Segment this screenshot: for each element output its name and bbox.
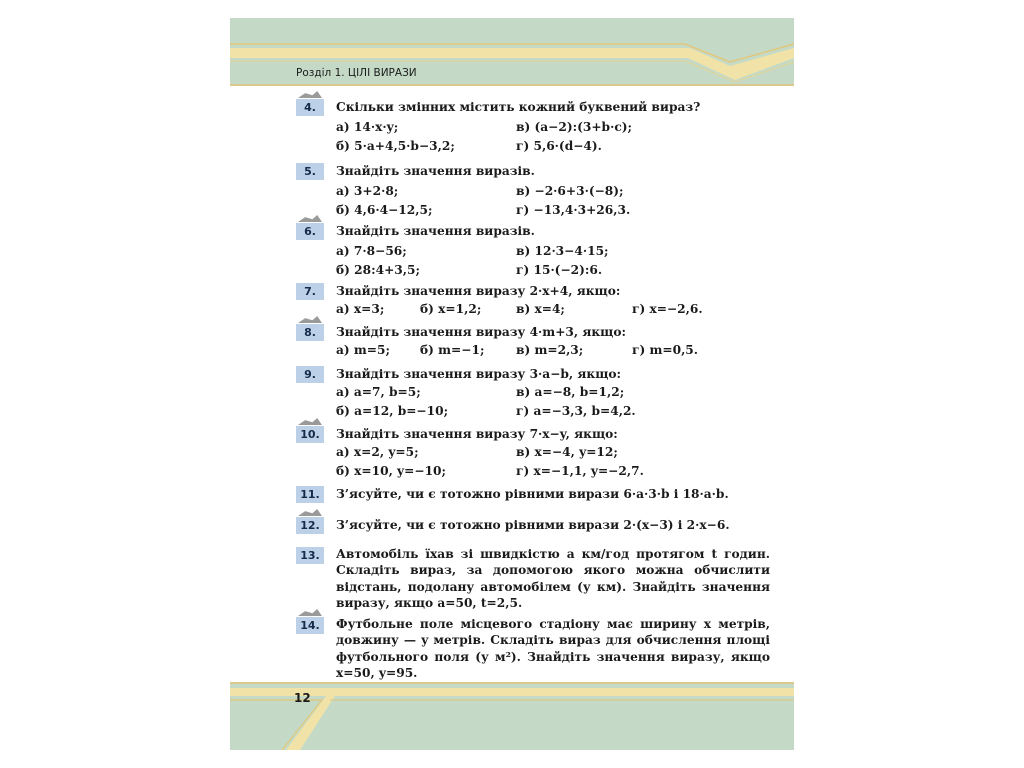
task-option: а) x=2, y=5; — [336, 445, 419, 459]
task-option: б) x=10, y=−10; — [336, 464, 447, 478]
task-option: в) x=−4, y=12; — [516, 445, 618, 459]
task-option: в) m=2,3; — [516, 343, 584, 357]
task-question: З’ясуйте, чи є тотожно рівними вирази 2·(x−3) і 2·x−6. — [336, 518, 730, 532]
task-option: б) 28:4+3,5; — [336, 263, 420, 277]
task-option: б) 4,6·4−12,5; — [336, 203, 433, 217]
task-option: в) x=4; — [516, 302, 565, 316]
difficulty-roof-icon — [298, 215, 322, 222]
task-option: г) x=−1,1, y=−2,7. — [516, 464, 644, 478]
task-number: 13. — [296, 547, 324, 564]
task-question: Знайдіть значення виразу 4·m+3, якщо: — [336, 325, 626, 339]
task-number: 11. — [296, 486, 324, 503]
task-option: в) 12·3−4·15; — [516, 244, 609, 258]
task-question: Знайдіть значення виразу 3·a−b, якщо: — [336, 367, 622, 381]
task-option: г) −13,4·3+26,3. — [516, 203, 631, 217]
task-question: З’ясуйте, чи є тотожно рівними вирази 6·a·3·b і 18·a·b. — [336, 487, 729, 501]
task-option: г) a=−3,3, b=4,2. — [516, 404, 636, 418]
task-option: б) m=−1; — [420, 343, 485, 357]
task-question: Знайдіть значення виразів. — [336, 164, 535, 178]
task-number: 4. — [296, 99, 324, 116]
task-question: Знайдіть значення виразу 7·x−y, якщо: — [336, 427, 618, 441]
task-option: г) x=−2,6. — [632, 302, 703, 316]
task-number: 14. — [296, 617, 324, 634]
task-number: 9. — [296, 366, 324, 383]
task-question: Автомобіль їхав зі швидкістю a км/год протягом t годин. Складіть вираз, за допомогою якого можна обчислити відстань, подолану автомобілем (у км). Знайдіть значення виразу, якщо a=50, t=2,5. — [336, 547, 770, 611]
task-option: а) a=7, b=5; — [336, 385, 421, 399]
task-question: Футбольне поле місцевого стадіону має ширину x метрів, довжину — y метрів. Складіть вираз для обчислення площі футбольного поля (у м²). Знайдіть значення виразу, якщо x=50, y=95. — [336, 617, 770, 681]
footer-stripes — [230, 682, 794, 750]
task-option: б) x=1,2; — [420, 302, 482, 316]
task-option: г) 5,6·(d−4). — [516, 139, 602, 153]
task-question: Скільки змінних містить кожний буквений вираз? — [336, 100, 701, 114]
difficulty-roof-icon — [298, 609, 322, 616]
task-option: в) a=−8, b=1,2; — [516, 385, 625, 399]
task-number: 7. — [296, 283, 324, 300]
task-question: Знайдіть значення виразу 2·x+4, якщо: — [336, 284, 621, 298]
task-number: 5. — [296, 163, 324, 180]
task-option: в) (a−2):(3+b·c); — [516, 120, 633, 134]
task-option: а) 7·8−56; — [336, 244, 407, 258]
task-option: б) 5·a+4,5·b−3,2; — [336, 139, 455, 153]
task-option: а) 3+2·8; — [336, 184, 399, 198]
task-option: а) 14·x·y; — [336, 120, 399, 134]
difficulty-roof-icon — [298, 509, 322, 516]
task-number: 6. — [296, 223, 324, 240]
difficulty-roof-icon — [298, 418, 322, 425]
task-option: г) 15·(−2):6. — [516, 263, 603, 277]
task-option: б) a=12, b=−10; — [336, 404, 449, 418]
task-number: 8. — [296, 324, 324, 341]
task-number: 12. — [296, 517, 324, 534]
task-number: 10. — [296, 426, 324, 443]
page-number: 12 — [294, 691, 311, 705]
task-option: а) m=5; — [336, 343, 390, 357]
task-option: в) −2·6+3·(−8); — [516, 184, 624, 198]
header-stripes — [230, 18, 794, 98]
section-title: Розділ 1. ЦІЛІ ВИРАЗИ — [296, 67, 417, 79]
task-option: а) x=3; — [336, 302, 385, 316]
task-question: Знайдіть значення виразів. — [336, 224, 535, 238]
textbook-page — [230, 18, 794, 750]
difficulty-roof-icon — [298, 316, 322, 323]
task-option: г) m=0,5. — [632, 343, 699, 357]
